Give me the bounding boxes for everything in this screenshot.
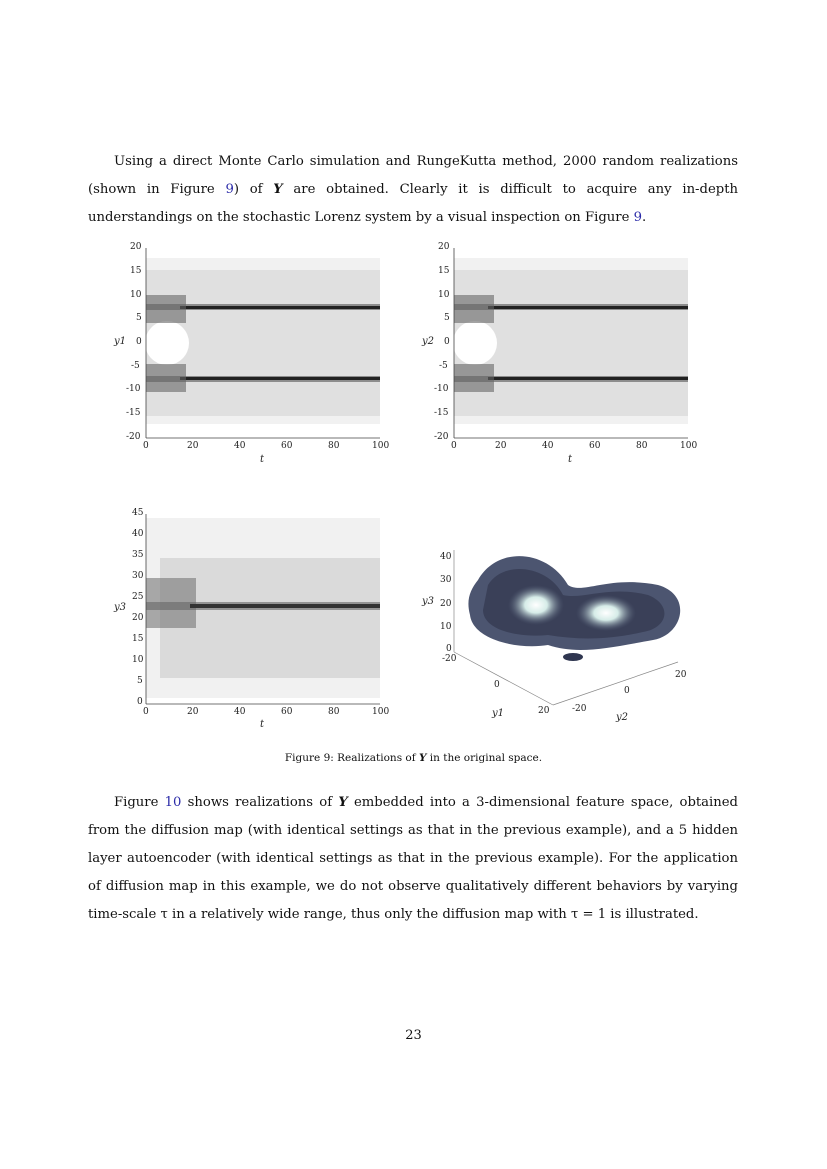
x-tick: 20 bbox=[187, 707, 199, 717]
x-tick: 20 bbox=[538, 706, 550, 716]
symbol-y: Y bbox=[338, 795, 348, 810]
y-tick: 5 bbox=[444, 313, 450, 323]
y-tick: -5 bbox=[131, 361, 140, 371]
x-tick: 60 bbox=[281, 441, 293, 451]
plot-y2 bbox=[408, 240, 698, 470]
y-tick: 15 bbox=[132, 634, 144, 644]
x-tick: 60 bbox=[589, 441, 601, 451]
y-axis-label: y2 bbox=[616, 712, 629, 723]
figure-link[interactable]: 9 bbox=[225, 182, 234, 197]
x-tick: 40 bbox=[234, 441, 246, 451]
x-tick: 40 bbox=[234, 707, 246, 717]
plot-y1 bbox=[100, 240, 390, 470]
plot-y1-canvas bbox=[100, 240, 390, 470]
z-tick: 20 bbox=[440, 599, 452, 609]
plot-y3 bbox=[100, 508, 390, 738]
text: embedded into a 3-dimensional feature space, obtained from the diffusion map (with identical settings as that in the previous example), and a 5 hidden layer autoencoder (with identical settings as that in the previous example). For the application of diffusion map in this example, we do not observe qualitatively different behaviors by varying time-scale τ in a relatively wide range, thus only the diffusion map with τ = 1 is illustrated. bbox=[88, 795, 739, 922]
y-tick: 15 bbox=[438, 266, 450, 276]
y-tick: 25 bbox=[132, 592, 144, 602]
text: are obtained. Clearly it is difficult to acquire any in-depth understandings on the stochastic Lorenz system by a visual inspection on Figure bbox=[88, 182, 738, 225]
x-axis-label: t bbox=[260, 719, 265, 730]
y-tick: 10 bbox=[132, 655, 144, 665]
x-tick: 20 bbox=[495, 441, 507, 451]
y-tick: 40 bbox=[132, 529, 144, 539]
y-axis-label: y3 bbox=[114, 602, 127, 613]
plot-y2-canvas bbox=[408, 240, 698, 470]
x-tick: 40 bbox=[542, 441, 554, 451]
y-tick: -10 bbox=[126, 384, 141, 394]
page-number: 23 bbox=[405, 1028, 422, 1043]
x-tick: 80 bbox=[328, 707, 340, 717]
y-tick: -5 bbox=[439, 361, 448, 371]
y-tick: 20 bbox=[675, 670, 687, 680]
y-tick: 10 bbox=[130, 290, 142, 300]
z-tick: 0 bbox=[446, 644, 452, 654]
x-axis-label: y1 bbox=[492, 708, 505, 719]
y-tick: -15 bbox=[434, 408, 449, 418]
text: . bbox=[641, 210, 647, 225]
y-tick: 0 bbox=[137, 697, 143, 707]
y-tick: -20 bbox=[434, 432, 449, 442]
paragraph-feature-space bbox=[88, 789, 738, 929]
text: Figure 9: Realizations of bbox=[284, 752, 419, 764]
figure-link[interactable]: 10 bbox=[164, 795, 182, 810]
paragraph-intro bbox=[88, 148, 738, 232]
x-tick: 100 bbox=[372, 707, 390, 717]
y-tick: 0 bbox=[136, 337, 142, 347]
y-tick: 20 bbox=[438, 242, 450, 252]
y-tick: -20 bbox=[126, 432, 141, 442]
y-axis-label: y1 bbox=[114, 336, 127, 347]
y-tick: 30 bbox=[132, 571, 144, 581]
text: ) of bbox=[233, 182, 274, 197]
y-tick: -10 bbox=[434, 384, 449, 394]
z-tick: 10 bbox=[440, 622, 452, 632]
x-tick: 80 bbox=[636, 441, 648, 451]
x-tick: -20 bbox=[442, 654, 457, 664]
x-tick: 100 bbox=[372, 441, 390, 451]
text: Figure bbox=[114, 795, 165, 810]
y-tick: 0 bbox=[624, 686, 630, 696]
plot-y3-canvas bbox=[100, 508, 390, 738]
figure-link[interactable]: 9 bbox=[633, 210, 642, 225]
x-tick: 0 bbox=[143, 707, 149, 717]
y-tick: 5 bbox=[136, 313, 142, 323]
y-tick: 45 bbox=[132, 508, 144, 518]
x-tick: 100 bbox=[680, 441, 698, 451]
x-tick: 20 bbox=[187, 441, 199, 451]
z-tick: 30 bbox=[440, 575, 452, 585]
x-tick: 0 bbox=[494, 680, 500, 690]
text: in the original space. bbox=[426, 752, 543, 764]
y-tick: 35 bbox=[132, 550, 144, 560]
symbol-y: Y bbox=[273, 182, 283, 197]
y-tick: -20 bbox=[572, 704, 587, 714]
text: Using a direct Monte Carlo simulation and RungeKutta method, 2000 random realizations (shown in Figure bbox=[88, 154, 738, 197]
x-tick: 60 bbox=[281, 707, 293, 717]
y-tick: 10 bbox=[438, 290, 450, 300]
y-tick: 5 bbox=[137, 676, 143, 686]
y-tick: 15 bbox=[130, 266, 142, 276]
z-axis-label: y3 bbox=[422, 596, 435, 607]
y-axis-label: y2 bbox=[422, 336, 435, 347]
x-axis-label: t bbox=[568, 454, 573, 465]
plot-3d-canvas bbox=[408, 540, 708, 730]
x-tick: 80 bbox=[328, 441, 340, 451]
x-tick: 0 bbox=[143, 441, 149, 451]
y-tick: -15 bbox=[126, 408, 141, 418]
plot-3d-attractor bbox=[408, 540, 708, 730]
y-tick: 0 bbox=[444, 337, 450, 347]
symbol-y: Y bbox=[418, 752, 427, 764]
y-tick: 20 bbox=[130, 242, 142, 252]
x-axis-label: t bbox=[260, 454, 265, 465]
text: shows realizations of bbox=[181, 795, 339, 810]
x-tick: 0 bbox=[451, 441, 457, 451]
z-tick: 40 bbox=[440, 552, 452, 562]
y-tick: 20 bbox=[132, 613, 144, 623]
figure-caption bbox=[0, 752, 827, 764]
